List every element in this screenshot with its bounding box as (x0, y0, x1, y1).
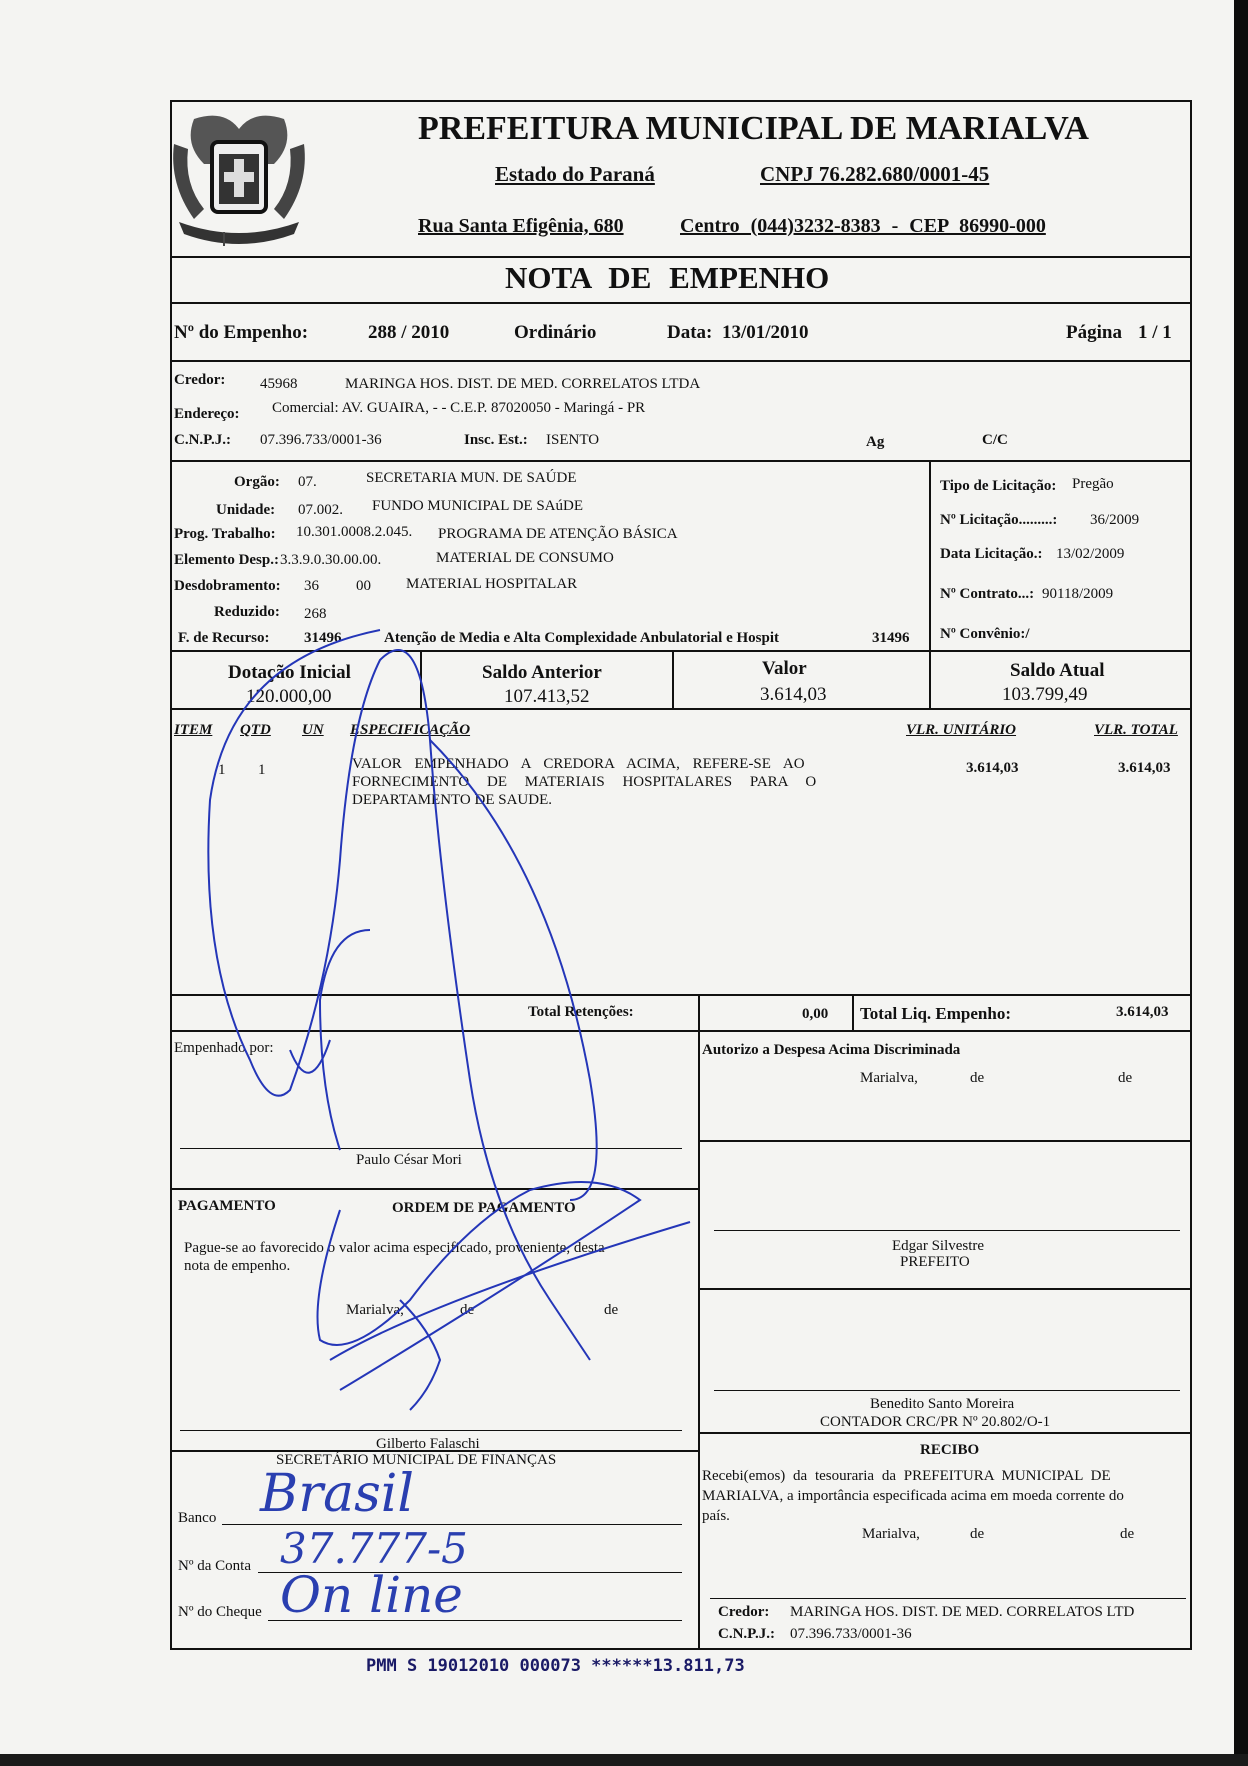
empenho-label: Nº do Empenho: (174, 322, 309, 343)
saldo-anterior-label: Saldo Anterior (482, 662, 602, 683)
desd-code1: 36 (304, 578, 319, 594)
reduzido-value: 268 (304, 606, 327, 622)
unidade-label: Unidade: (216, 502, 276, 518)
item-desc-line3: DEPARTAMENTO DE SAUDE. (352, 792, 552, 808)
autorizo-city: Marialva, (860, 1070, 918, 1086)
empenhado-signature-line (180, 1148, 682, 1149)
autorizo-role: PREFEITO (900, 1254, 970, 1270)
contador-signer: Benedito Santo Moreira (870, 1396, 1015, 1412)
elem-label: Elemento Desp.: (174, 552, 279, 568)
nota-de-empenho-document (170, 100, 1192, 1676)
tipo-licitacao-label: Tipo de Licitação: (940, 478, 1057, 494)
ordem-pagamento-label: ORDEM DE PAGAMENTO (392, 1200, 576, 1216)
conta-value: 37.777-5 (280, 1524, 468, 1573)
recibo-text3: país. (702, 1508, 730, 1524)
date-value: 13/01/2010 (722, 322, 809, 343)
recibo-city: Marialva, (862, 1526, 920, 1542)
state-label: Estado do Paraná (495, 162, 655, 186)
desd-name: MATERIAL HOSPITALAR (406, 576, 578, 592)
convenio-label: Nº Convênio:/ (940, 626, 1030, 642)
item-desc-line2: FORNECIMENTO DE MATERIAIS HOSPITALARES PARA O (352, 774, 817, 790)
empenhado-label: Empenhado por: (174, 1040, 274, 1056)
pagamento-de2: de (604, 1302, 619, 1318)
recibo-label: RECIBO (920, 1442, 980, 1458)
recibo-signature-line (710, 1598, 1186, 1599)
pagamento-de1: de (460, 1302, 475, 1318)
municipal-crest-icon (164, 104, 314, 254)
contador-signature-line (714, 1390, 1180, 1391)
credor-address: Comercial: AV. GUAIRA, - - C.E.P. 87020050 - Maringá - PR (272, 400, 646, 416)
liq-empenho-label: Total Liq. Empenho: (860, 1004, 1011, 1023)
tipo-licitacao-value: Pregão (1072, 476, 1114, 492)
recibo-text2: MARIALVA, a importância especificada acima em moeda corrente do (702, 1488, 1124, 1504)
pagamento-city: Marialva, (346, 1302, 404, 1318)
address-field-label: Endereço: (174, 406, 240, 422)
autorizo-label: Autorizo a Despesa Acima Discriminada (702, 1042, 961, 1058)
contrato-value: 90118/2009 (1042, 586, 1114, 602)
prog-code: 10.301.0008.2.045. (296, 524, 413, 540)
pagamento-signer: Gilberto Falaschi (376, 1436, 480, 1452)
autorizo-signer: Edgar Silvestre (892, 1238, 985, 1254)
footer-stamp: PMM S 19012010 000073 ******13.811,73 (366, 1656, 745, 1676)
elem-name: MATERIAL DE CONSUMO (436, 550, 614, 566)
contrato-label: Nº Contrato...: (940, 586, 1035, 602)
recibo-cnpj-label: C.N.P.J.: (718, 1626, 775, 1642)
address-label: Rua Santa Efigênia, 680 (418, 215, 624, 237)
col-qtd: QTD (240, 722, 271, 738)
unidade-code: 07.002. (298, 502, 343, 518)
cnpj-field-label: C.N.P.J.: (174, 432, 231, 448)
col-item: ITEM (174, 722, 213, 738)
page-label: Página (1066, 322, 1122, 343)
unidade-name: FUNDO MUNICIPAL DE SAúDE (372, 498, 583, 514)
valor-value: 3.614,03 (760, 684, 827, 705)
orgao-name: SECRETARIA MUN. DE SAÚDE (366, 470, 577, 486)
desd-code2: 00 (356, 578, 371, 594)
cnpj-label: CNPJ 76.282.680/0001-45 (760, 162, 990, 186)
desd-label: Desdobramento: (174, 578, 281, 594)
reduzido-label: Reduzido: (214, 604, 280, 620)
pagamento-text2: nota de empenho. (184, 1258, 291, 1274)
retencoes-value: 0,00 (802, 1006, 829, 1022)
saldo-atual-label: Saldo Atual (1010, 660, 1105, 681)
insc-label: Insc. Est.: (464, 432, 528, 448)
credor-code: 45968 (260, 376, 298, 392)
saldo-atual-value: 103.799,49 (1002, 684, 1088, 705)
num-licitacao-value: 36/2009 (1090, 512, 1140, 528)
page-value: 1 / 1 (1138, 322, 1172, 343)
data-licitacao-label: Data Licitação.: (940, 546, 1043, 562)
scan-edge-right (1234, 0, 1248, 1766)
orgao-code: 07. (298, 474, 317, 490)
scan-edge-bottom (0, 1754, 1248, 1766)
retencoes-label: Total Retenções: (528, 1004, 634, 1020)
date-label: Data: (667, 322, 713, 343)
recibo-text1: Recebi(emos) da tesouraria da PREFEITURA MUNICIPAL DE (702, 1468, 1111, 1484)
dotacao-label: Dotação Inicial (228, 662, 351, 683)
recurso-label: F. de Recurso: (178, 630, 270, 646)
cc-label: C/C (982, 432, 1008, 448)
item-unit-value: 3.614,03 (966, 760, 1019, 776)
col-especificacao: ESPECIFICAÇÃO (350, 722, 471, 738)
doc-title: NOTA DE EMPENHO (505, 260, 830, 295)
valor-label: Valor (762, 658, 807, 679)
item-desc-line1: VALOR EMPENHADO A CREDORA ACIMA, REFERE-SE AO (352, 756, 805, 772)
autorizo-de1: de (970, 1070, 985, 1086)
recibo-credor: MARINGA HOS. DIST. DE MED. CORRELATOS LTD (790, 1604, 1135, 1620)
item-number: 1 (218, 762, 226, 778)
autorizo-de2: de (1118, 1070, 1133, 1086)
totals-box (170, 996, 1192, 1032)
recibo-de1: de (970, 1526, 985, 1542)
recibo-de2: de (1120, 1526, 1135, 1542)
pagamento-role: SECRETÁRIO MUNICIPAL DE FINANÇAS (276, 1452, 557, 1468)
item-total-value: 3.614,03 (1118, 760, 1171, 776)
recibo-cnpj: 07.396.733/0001-36 (790, 1626, 912, 1642)
address-rest-label: Centro (044)3232-8383 - CEP 86990-000 (680, 215, 1046, 237)
banco-value: Brasil (260, 1464, 415, 1524)
insc-value: ISENTO (546, 432, 600, 448)
col-vlr-total: VLR. TOTAL (1094, 722, 1178, 738)
cheque-label: Nº do Cheque (178, 1604, 262, 1620)
ag-label: Ag (866, 434, 885, 450)
items-box (170, 710, 1192, 996)
recurso-desc: Atenção de Media e Alta Complexidade Anbulatorial e Hospit (384, 630, 779, 646)
credor-cnpj: 07.396.733/0001-36 (260, 432, 382, 448)
saldo-anterior-value: 107.413,52 (504, 686, 590, 707)
autorizo-signature-line (714, 1230, 1180, 1231)
cheque-value: On line (280, 1566, 463, 1624)
page-title: PREFEITURA MUNICIPAL DE MARIALVA (418, 110, 1089, 147)
data-licitacao-value: 13/02/2009 (1056, 546, 1125, 562)
recurso-code2: 31496 (872, 630, 910, 646)
prog-name: PROGRAMA DE ATENÇÃO BÁSICA (438, 526, 678, 542)
contador-role: CONTADOR CRC/PR Nº 20.802/O-1 (820, 1414, 1051, 1430)
prog-label: Prog. Trabalho: (174, 526, 276, 542)
num-licitacao-label: Nº Licitação.........: (940, 512, 1058, 528)
col-un: UN (302, 722, 324, 738)
empenho-type: Ordinário (514, 322, 597, 343)
dotacao-value: 120.000,00 (246, 686, 332, 707)
conta-label: Nº da Conta (178, 1558, 251, 1574)
empenho-number: 288 / 2010 (368, 322, 450, 343)
recibo-credor-label: Credor: (718, 1604, 770, 1620)
col-vlr-unitario: VLR. UNITÁRIO (906, 722, 1017, 738)
credor-label: Credor: (174, 372, 226, 388)
credor-name: MARINGA HOS. DIST. DE MED. CORRELATOS LTDA (345, 376, 701, 392)
item-qtd: 1 (258, 762, 266, 778)
empenhado-signer: Paulo César Mori (356, 1152, 462, 1168)
banco-label: Banco (178, 1510, 217, 1526)
pagamento-text1: Pague-se ao favorecido o valor acima especificado, proveniente, desta (184, 1240, 605, 1256)
liq-empenho-value: 3.614,03 (1116, 1004, 1169, 1020)
recurso-code: 31496 (304, 630, 342, 646)
orgao-label: Orgão: (234, 474, 280, 490)
pagamento-signature-line (180, 1430, 682, 1431)
elem-code: 3.3.9.0.30.00.00. (280, 552, 382, 568)
pagamento-label: PAGAMENTO (178, 1198, 276, 1214)
